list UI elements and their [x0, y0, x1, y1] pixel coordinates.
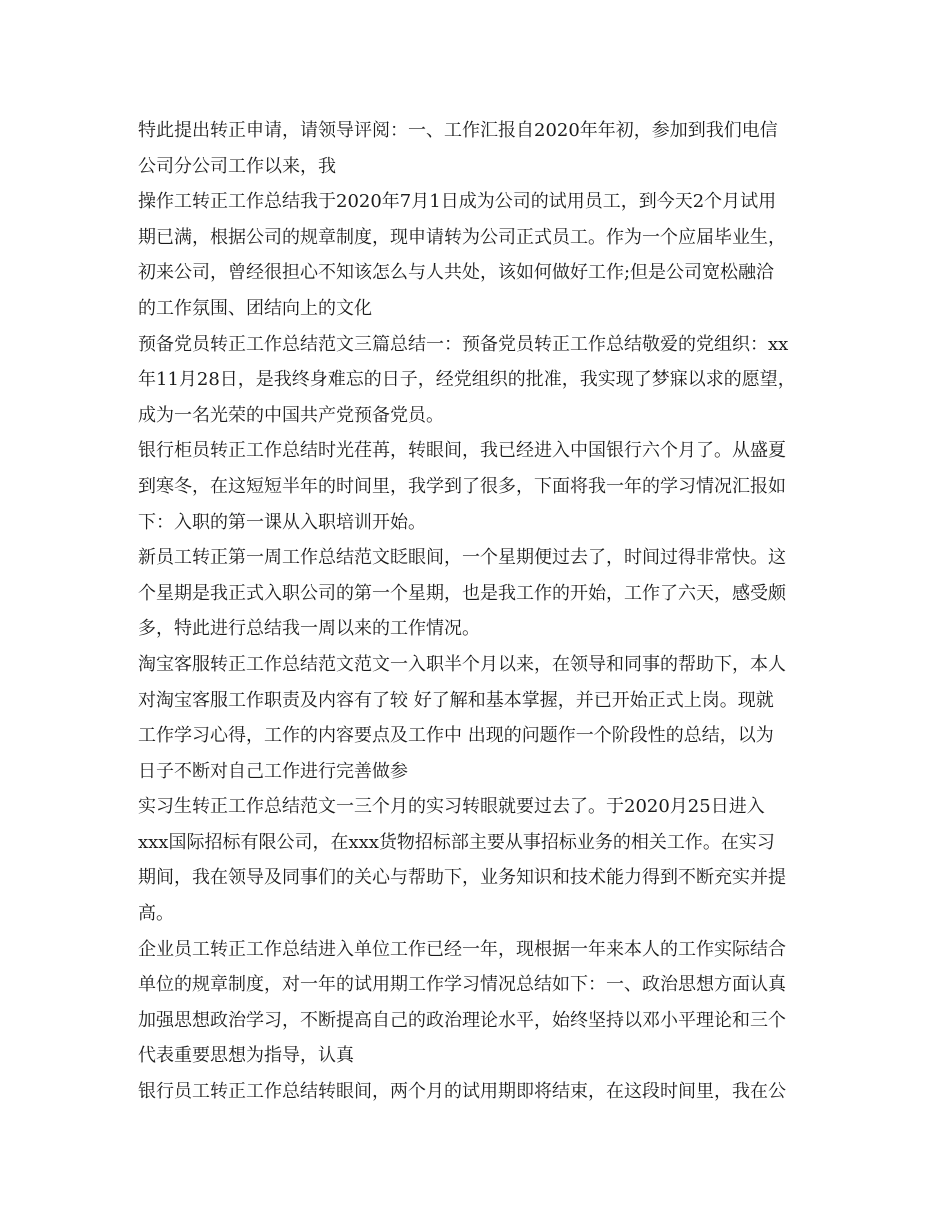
paragraph — [138, 184, 828, 326]
paragraph — [138, 789, 828, 931]
text-line: 企业员工转正工作总结进入单位工作已经一年，现根据一年来本人的工作实际结合 — [138, 938, 786, 960]
text-line: 单位的规章制度，对一年的试用期工作学习情况总结如下：一、政治思想方面认真 — [138, 974, 786, 996]
text-line: 银行柜员转正工作总结时光荏苒，转眼间，我已经进入中国银行六个月了。从盛夏 — [138, 440, 786, 462]
paragraph — [138, 932, 828, 1074]
text-line: 到寒冬，在这短短半年的时间里，我学到了很多，下面将我一年的学习情况汇报如 — [138, 475, 786, 497]
text-line: 下：入职的第一课从入职培训开始。 — [138, 511, 426, 533]
text-line: 预备党员转正工作总结范文三篇总结一：预备党员转正工作总结敬爱的党组织：xx — [138, 333, 789, 355]
paragraph — [138, 113, 828, 184]
paragraph — [138, 327, 828, 434]
text-line: 淘宝客服转正工作总结范文范文一入职半个月以来，在领导和同事的帮助下，本人 — [138, 653, 786, 675]
text-line: 日子不断对自己工作进行完善做参 — [138, 760, 408, 782]
text-line: 高。 — [138, 903, 174, 925]
text-line: 的工作氛围、团结向上的文化 — [138, 297, 372, 319]
document-body — [138, 113, 828, 1110]
text-line: xxx国际招标有限公司，在xxx货物招标部主要从事招标业务的相关工作。在实习 — [138, 831, 775, 853]
text-line: 年11月28日，是我终身难忘的日子，经党组织的批准，我实现了梦寐以求的愿望， — [138, 369, 796, 391]
text-line: 特此提出转正申请，请领导评阅：一、工作汇报自2020年年初，参加到我们电信 — [138, 120, 778, 141]
text-line: 期间，我在领导及同事们的关心与帮助下，业务知识和技术能力得到不断充实并提 — [138, 867, 786, 889]
text-line: 新员工转正第一周工作总结范文眨眼间，一个星期便过去了，时间过得非常快。这 — [138, 547, 786, 569]
text-line: 初来公司，曾经很担心不知该怎么与人共处，该如何做好工作;但是公司宽松融洽 — [138, 262, 775, 284]
text-line: 成为一名光荣的中国共产党预备党员。 — [138, 404, 444, 426]
text-line: 工作学习心得，工作的内容要点及工作中 出现的问题作一个阶段性的总结，以为 — [138, 725, 774, 747]
text-line: 期已满，根据公司的规章制度，现申请转为公司正式员工。作为一个应届毕业生， — [138, 226, 786, 248]
text-line: 实习生转正工作总结范文一三个月的实习转眼就要过去了。于2020月25日进入 — [138, 796, 765, 818]
text-line: 银行员工转正工作总结转眼间，两个月的试用期即将结束，在这段时间里，我在公 — [138, 1081, 786, 1103]
text-line: 加强思想政治学习，不断提高自己的政治理论水平，始终坚持以邓小平理论和三个 — [138, 1009, 786, 1031]
text-line: 对淘宝客服工作职责及内容有了较 好了解和基本掌握，并已开始正式上岗。现就 — [138, 689, 774, 711]
paragraph — [138, 647, 828, 789]
text-line: 操作工转正工作总结我于2020年7月1日成为公司的试用员工，到今天2个月试用 — [138, 191, 777, 213]
text-line: 个星期是我正式入职公司的第一个星期，也是我工作的开始，工作了六天，感受颇 — [138, 582, 786, 604]
text-line: 代表重要思想为指导，认真 — [138, 1045, 354, 1067]
paragraph — [138, 1074, 828, 1110]
text-line: 多，特此进行总结我一周以来的工作情况。 — [138, 618, 480, 640]
paragraph — [138, 540, 828, 647]
paragraph — [138, 433, 828, 540]
text-line: 公司分公司工作以来，我 — [138, 155, 336, 177]
